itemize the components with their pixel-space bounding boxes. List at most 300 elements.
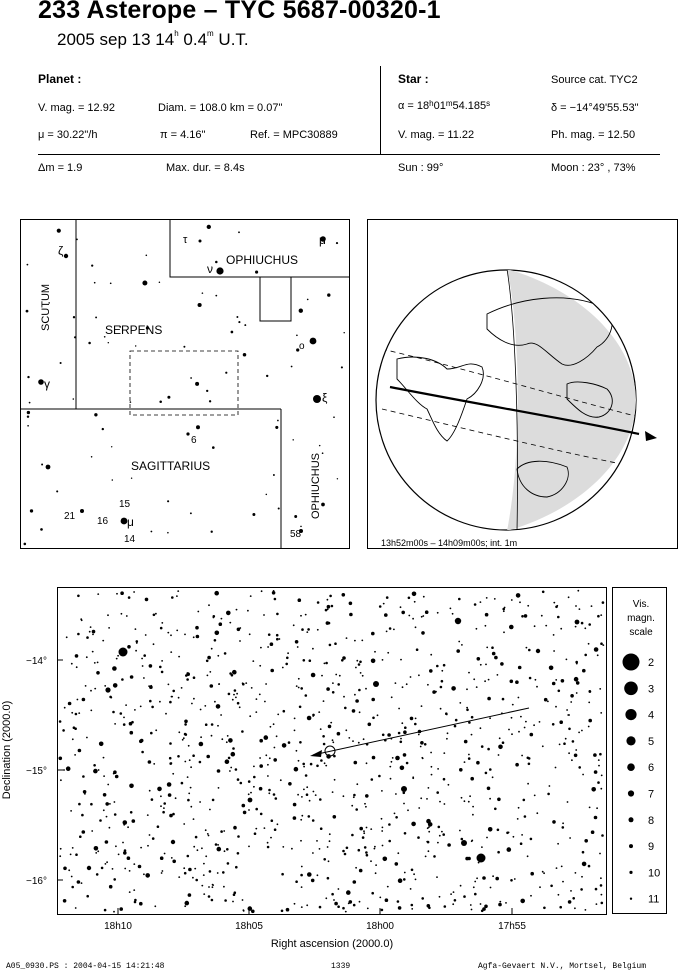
chart-star	[235, 697, 237, 699]
chart-star	[401, 722, 403, 724]
chart-star	[112, 868, 114, 870]
chart-star	[427, 684, 429, 686]
finder-star	[198, 303, 202, 307]
chart-star	[375, 864, 377, 866]
chart-star	[341, 659, 344, 662]
chart-star	[375, 872, 377, 874]
chart-star	[344, 707, 347, 710]
finder-star	[60, 362, 62, 364]
chart-star	[361, 640, 363, 642]
chart-star	[498, 754, 500, 756]
chart-star	[193, 636, 195, 638]
chart-star	[599, 853, 601, 855]
chart-star	[415, 879, 417, 881]
chart-star	[594, 770, 598, 774]
chart-star	[161, 622, 163, 624]
chart-star	[211, 899, 214, 902]
chart-star	[248, 809, 250, 811]
chart-star	[398, 906, 402, 910]
scale-dot	[630, 898, 632, 900]
chart-star	[176, 595, 178, 597]
chart-star	[374, 848, 376, 850]
chart-star	[348, 737, 350, 739]
chart-star	[86, 737, 88, 739]
chart-star	[489, 798, 491, 800]
chart-star	[468, 672, 470, 674]
chart-star	[481, 745, 484, 748]
scale-dot	[629, 844, 633, 848]
chart-star	[342, 850, 345, 853]
chart-star	[411, 908, 413, 910]
finder-star	[255, 271, 258, 274]
chart-star	[450, 608, 452, 610]
chart-star	[338, 888, 340, 890]
chart-star	[366, 827, 368, 829]
const-sagittarius: SAGITTARIUS	[131, 459, 211, 473]
chart-star	[168, 793, 172, 797]
chart-star	[299, 706, 302, 709]
chart-star	[253, 776, 256, 779]
chart-star	[130, 811, 133, 814]
chart-star	[452, 613, 454, 615]
chart-star	[597, 654, 599, 656]
chart-star	[193, 676, 196, 679]
chart-star	[167, 782, 172, 787]
label-16: 16	[97, 516, 109, 527]
chart-star	[420, 797, 422, 799]
chart-star	[184, 723, 187, 726]
chart-star	[355, 867, 357, 869]
chart-star	[403, 792, 406, 795]
chart-star	[224, 652, 227, 655]
chart-star	[400, 606, 402, 608]
chart-star	[195, 836, 198, 839]
chart-star	[135, 628, 137, 630]
chart-star	[102, 640, 104, 642]
chart-star	[355, 667, 357, 669]
chart-star	[345, 911, 347, 913]
chart-star	[86, 636, 89, 639]
chart-star	[553, 634, 555, 636]
scale-label: 3	[648, 683, 655, 696]
finder-star	[336, 242, 338, 244]
chart-star	[270, 669, 274, 673]
chart-star	[423, 596, 425, 598]
finder-star	[30, 509, 33, 512]
chart-star	[601, 902, 604, 905]
chart-star	[344, 853, 347, 856]
chart-star	[351, 834, 354, 837]
chart-star	[218, 683, 220, 685]
finder-star	[27, 376, 29, 378]
chart-star	[123, 723, 126, 726]
chart-star	[515, 680, 519, 684]
chart-star	[234, 689, 237, 692]
chart-star	[578, 766, 581, 769]
chart-star	[300, 687, 303, 690]
chart-star	[387, 886, 389, 888]
finder-star	[26, 310, 29, 313]
chart-star	[415, 718, 417, 720]
chart-star	[562, 822, 564, 824]
chart-star	[60, 779, 62, 781]
chart-star	[178, 731, 180, 733]
chart-star	[439, 896, 441, 898]
finder-star	[130, 401, 132, 403]
finder-star	[190, 512, 192, 514]
chart-star	[432, 690, 436, 694]
chart-star	[157, 825, 160, 828]
chart-star	[421, 631, 425, 635]
chart-star	[363, 832, 365, 834]
chart-star	[504, 607, 506, 609]
chart-star	[227, 735, 229, 737]
planet-reference: Ref. = MPC30889	[250, 129, 338, 141]
chart-star	[524, 727, 526, 729]
column-divider	[380, 66, 381, 154]
chart-star	[141, 658, 143, 660]
chart-star	[145, 873, 150, 878]
chart-star	[252, 660, 254, 662]
chart-star	[562, 826, 565, 829]
chart-star	[247, 610, 249, 612]
chart-bright-star	[401, 786, 407, 792]
finder-star	[238, 321, 240, 323]
chart-star	[161, 872, 163, 874]
chart-star	[324, 762, 326, 764]
finder-star	[195, 382, 199, 386]
chart-star	[596, 903, 598, 905]
chart-star	[408, 597, 411, 600]
chart-star	[497, 829, 500, 832]
chart-star	[170, 651, 172, 653]
planet-parallax: π = 4.16"	[160, 129, 206, 141]
chart-star	[456, 649, 460, 653]
scale-dot	[629, 871, 632, 874]
chart-star	[140, 847, 142, 849]
chart-star	[123, 820, 128, 825]
chart-star	[263, 614, 265, 616]
chart-star	[217, 769, 221, 773]
chart-star	[466, 688, 468, 690]
chart-star	[318, 711, 320, 713]
chart-star	[270, 726, 272, 728]
chart-star	[534, 795, 536, 797]
planet-diameter: Diam. = 108.0 km = 0.07"	[158, 102, 283, 114]
chart-star	[199, 801, 201, 803]
chart-star	[335, 674, 337, 676]
chart-star	[494, 808, 497, 811]
planet-vmag: V. mag. = 12.92	[38, 102, 115, 114]
finder-star	[88, 342, 91, 345]
chart-star	[207, 833, 209, 835]
scale-dot	[627, 763, 635, 771]
chart-star	[275, 797, 278, 800]
chart-star	[78, 749, 82, 753]
chart-star	[431, 766, 433, 768]
sun-distance: Sun : 99°	[398, 162, 444, 174]
chart-star	[298, 598, 302, 602]
finder-bright-star	[64, 254, 68, 258]
chart-star	[76, 666, 78, 668]
chart-star	[480, 601, 482, 603]
chart-star	[197, 849, 199, 851]
chart-star	[370, 860, 372, 862]
ytick-16: −16°	[26, 876, 47, 887]
chart-star	[203, 863, 205, 865]
chart-star	[539, 886, 541, 888]
chart-star	[403, 730, 407, 734]
chart-star	[164, 853, 166, 855]
chart-star	[77, 699, 79, 701]
chart-star	[195, 626, 199, 630]
chart-star	[486, 647, 488, 649]
chart-star	[228, 757, 231, 760]
chart-star	[332, 682, 334, 684]
chart-star	[381, 818, 383, 820]
chart-star	[108, 627, 110, 629]
chart-star	[367, 908, 369, 910]
finder-star	[167, 532, 169, 534]
chart-star	[557, 843, 559, 845]
chart-star	[82, 775, 85, 778]
chart-star	[455, 719, 458, 722]
chart-star	[487, 787, 491, 791]
finder-star	[159, 400, 162, 403]
chart-star	[372, 756, 376, 760]
chart-star	[222, 871, 225, 874]
label-nu: ν	[207, 262, 213, 276]
chart-star	[107, 784, 109, 786]
chart-star	[428, 822, 433, 827]
chart-star	[296, 685, 298, 687]
chart-star	[363, 830, 365, 832]
chart-star	[530, 733, 534, 737]
finder-star	[266, 375, 268, 377]
chart-star	[217, 655, 219, 657]
globe-caption: 13h52m00s – 14h09m00s; int. 1m	[381, 538, 518, 548]
chart-star	[378, 775, 381, 778]
chart-star	[575, 626, 577, 628]
xtick-1805: 18h05	[235, 921, 263, 932]
scale-dot	[624, 682, 638, 696]
chart-star	[122, 842, 124, 844]
chart-star	[404, 832, 407, 835]
chart-star	[371, 698, 375, 702]
chart-star	[217, 872, 219, 874]
chart-star	[364, 803, 366, 805]
chart-bright-star	[536, 649, 540, 653]
chart-star	[181, 687, 183, 689]
scale-label: 11	[648, 893, 660, 906]
y-axis-label: Declination (2000.0)	[1, 700, 13, 800]
chart-star	[243, 811, 247, 815]
chart-star	[63, 867, 67, 871]
chart-star	[472, 814, 474, 816]
chart-star	[294, 718, 296, 720]
chart-star	[90, 803, 93, 806]
chart-star	[181, 782, 184, 785]
chart-star	[239, 706, 241, 708]
chart-star	[474, 603, 477, 606]
chart-star	[428, 831, 430, 833]
chart-star	[78, 803, 81, 806]
chart-star	[436, 876, 438, 878]
chart-star	[600, 877, 602, 879]
chart-star	[235, 866, 238, 869]
chart-star	[502, 741, 505, 744]
finder-star	[57, 229, 61, 233]
chart-star	[208, 886, 210, 888]
chart-star	[453, 891, 455, 893]
chart-star	[138, 865, 142, 869]
chart-star	[103, 775, 105, 777]
chart-star	[549, 785, 551, 787]
chart-star	[203, 874, 205, 876]
chart-star	[511, 599, 513, 601]
chart-star	[597, 615, 600, 618]
chart-star	[582, 774, 584, 776]
chart-star	[520, 899, 525, 904]
chart-star	[547, 701, 549, 703]
chart-star	[468, 757, 471, 760]
chart-star	[169, 814, 173, 818]
chart-star	[343, 696, 345, 698]
chart-star	[556, 605, 558, 607]
chart-star	[576, 692, 578, 694]
chart-star	[294, 767, 299, 772]
chart-star	[259, 694, 261, 696]
chart-star	[323, 700, 325, 702]
chart-star	[226, 741, 228, 743]
chart-star	[547, 793, 550, 796]
chart-star	[286, 657, 289, 660]
chart-star	[498, 745, 503, 750]
chart-star	[572, 740, 575, 743]
chart-star	[159, 666, 162, 669]
chart-star	[313, 791, 315, 793]
chart-star	[211, 723, 214, 726]
chart-star	[334, 902, 338, 906]
chart-star	[372, 717, 375, 720]
chart-star	[116, 593, 118, 595]
chart-star	[425, 856, 427, 858]
chart-star	[407, 809, 409, 811]
chart-star	[331, 605, 334, 608]
chart-star	[113, 911, 115, 913]
chart-star	[524, 614, 528, 618]
chart-star	[325, 897, 327, 899]
chart-star	[438, 826, 441, 829]
finder-star	[238, 231, 240, 233]
chart-star	[323, 743, 326, 746]
chart-star	[72, 738, 74, 740]
chart-star	[559, 720, 563, 724]
chart-star	[442, 833, 445, 836]
chart-star	[114, 723, 116, 725]
finder-star	[300, 526, 302, 528]
chart-star	[123, 824, 125, 826]
finder-star	[327, 293, 330, 296]
planet-motion: μ = 30.22"/h	[38, 129, 98, 141]
chart-star	[224, 899, 227, 902]
chart-star	[253, 766, 255, 768]
chart-bright-star	[461, 840, 467, 846]
chart-star	[319, 848, 321, 850]
chart-star	[259, 757, 261, 759]
finder-star	[207, 225, 211, 229]
chart-star	[447, 843, 451, 847]
chart-star	[552, 682, 556, 686]
chart-star	[228, 738, 233, 743]
chart-star	[371, 632, 375, 636]
chart-star	[427, 904, 431, 908]
finder-bright-star	[216, 267, 223, 274]
chart-star	[366, 854, 369, 857]
chart-star	[169, 757, 172, 760]
chart-star	[440, 708, 442, 710]
finder-star	[150, 531, 152, 533]
chart-star	[388, 823, 391, 826]
finder-star	[190, 377, 192, 379]
chart-star	[171, 596, 174, 599]
chart-star	[542, 871, 544, 873]
chart-star	[575, 605, 577, 607]
finder-star	[202, 292, 204, 294]
chart-star	[117, 655, 119, 657]
chart-star	[566, 659, 568, 661]
chart-star	[306, 793, 309, 796]
chart-star	[379, 605, 382, 608]
chart-star	[526, 647, 528, 649]
chart-star	[145, 598, 149, 602]
chart-star	[581, 730, 583, 732]
scale-label: 4	[648, 709, 655, 722]
chart-star	[269, 757, 271, 759]
chart-star	[381, 790, 383, 792]
finder-star	[292, 439, 293, 440]
chart-star	[206, 755, 210, 759]
chart-star	[176, 630, 178, 632]
label-xi: ξ	[322, 391, 328, 405]
chart-bright-star	[171, 840, 175, 844]
chart-star	[404, 726, 407, 729]
chart-star	[152, 837, 155, 840]
chart-star	[571, 759, 573, 761]
chart-star	[229, 770, 231, 772]
chart-star	[450, 893, 452, 895]
chart-star	[329, 595, 332, 598]
chart-star	[567, 714, 569, 716]
label-zeta: ζ	[58, 244, 64, 258]
finder-star	[167, 396, 170, 399]
chart-star	[306, 631, 308, 633]
chart-star	[447, 732, 449, 734]
finder-star	[236, 316, 238, 318]
chart-star	[430, 654, 432, 656]
chart-star	[559, 744, 561, 746]
chart-star	[297, 646, 299, 648]
chart-star	[71, 663, 73, 665]
chart-star	[366, 762, 368, 764]
chart-star	[187, 799, 190, 802]
chart-star	[228, 693, 231, 696]
chart-star	[274, 747, 276, 749]
chart-star	[461, 838, 464, 841]
chart-star	[346, 890, 351, 895]
chart-star	[294, 730, 296, 732]
chart-star	[167, 632, 169, 634]
